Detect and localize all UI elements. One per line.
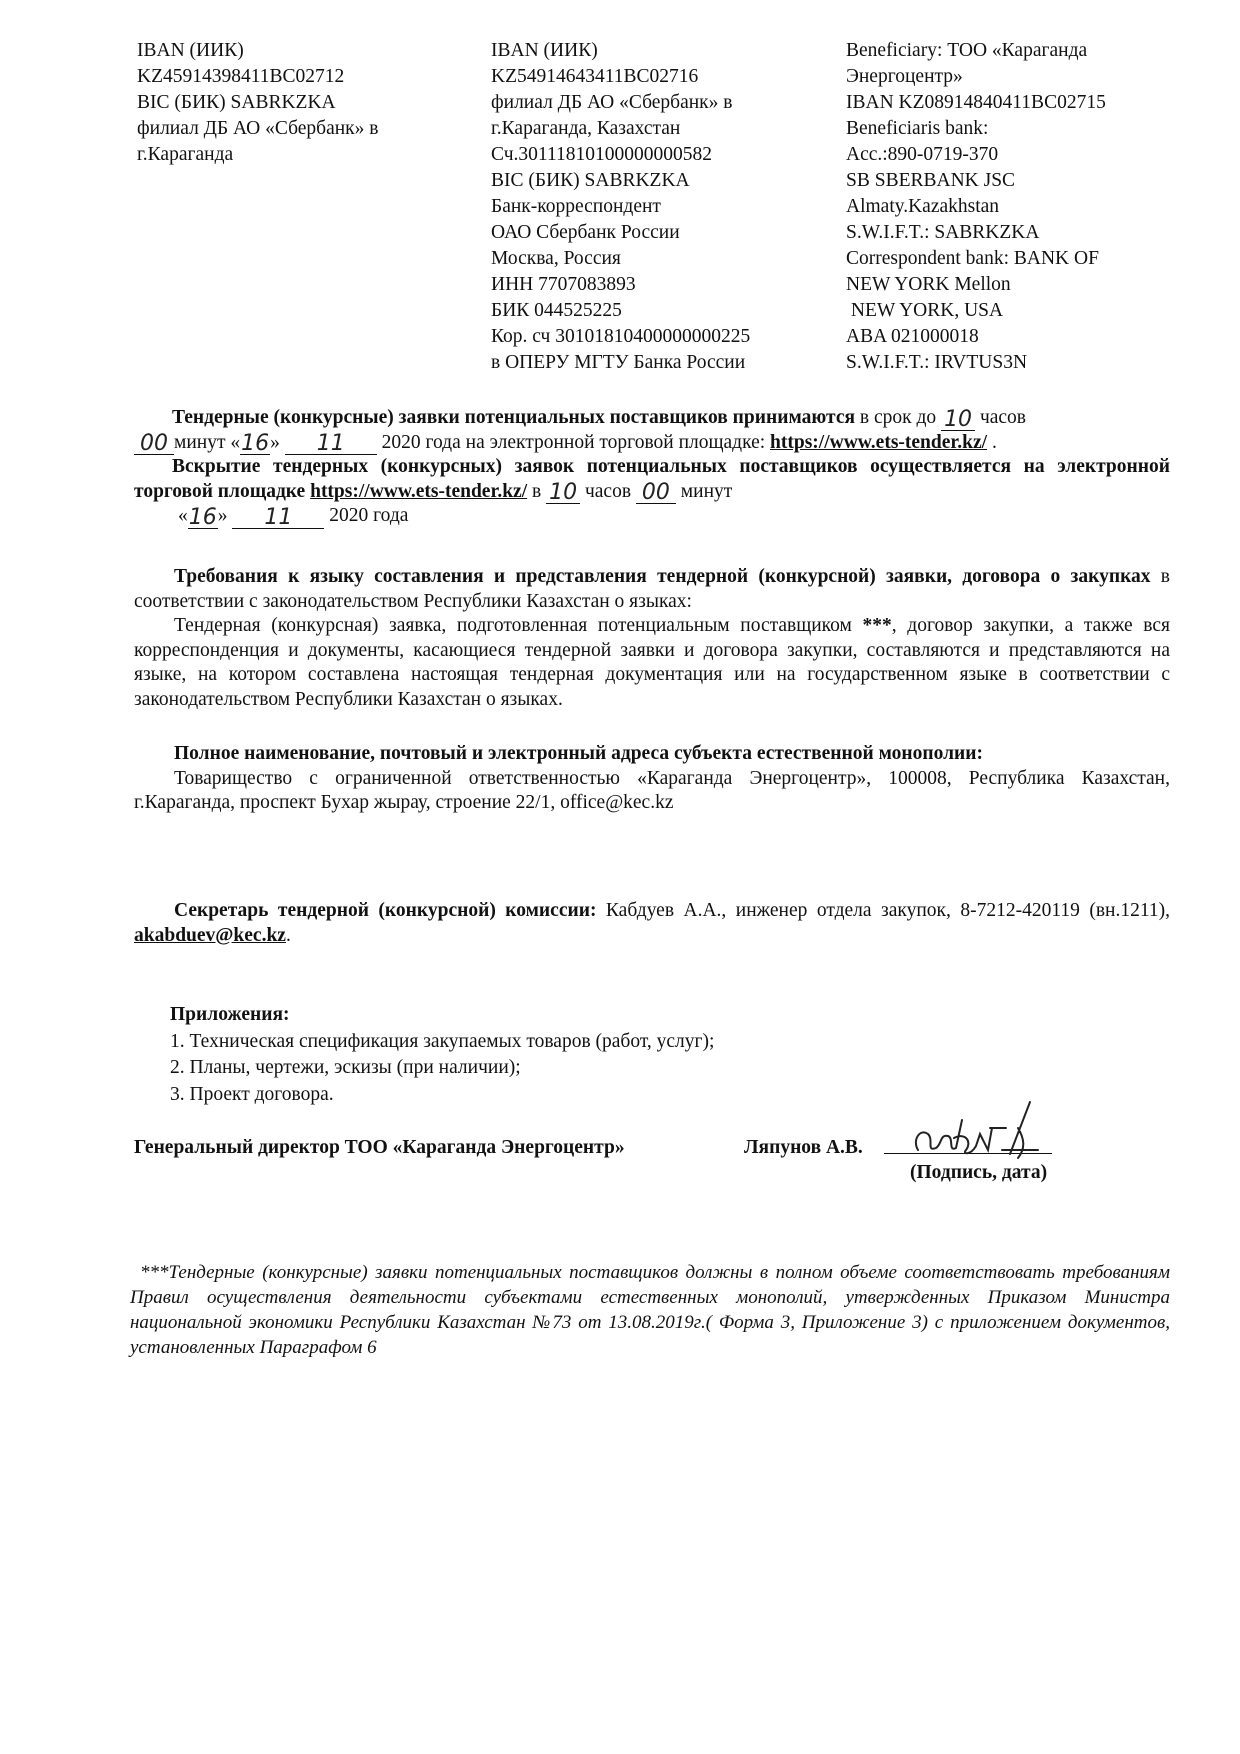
bank-line: ИНН 7707083893 xyxy=(491,274,636,295)
opening-bold-lead: Вскрытие тендерных (конкурсных) заявок потенциальных поставщиков осуществляется на электронной торговой площадке xyxy=(134,456,1170,502)
secretary-section xyxy=(134,899,1170,948)
deadline-bold-lead: Тендерные (конкурсные) заявки потенциальных поставщиков принимаются xyxy=(172,407,856,428)
bank-line: ABA 021000018 xyxy=(846,326,979,347)
bank-line: Correspondent bank: BANK OF xyxy=(846,248,1099,269)
bank-line: г.Караганда, Казахстан xyxy=(491,118,681,139)
opening-text: минут xyxy=(675,480,733,502)
bank-line: Almaty.Kazakhstan xyxy=(846,196,1000,217)
language-heading-bold: Требования к языку составления и представления тендерной (конкурсной) заявки, договора о закупках xyxy=(174,566,1151,587)
deadline-day: 16 xyxy=(241,431,270,456)
bank-line: SB SBERBANK JSC xyxy=(846,170,1016,191)
opening-paragraph xyxy=(134,455,1170,529)
bank-line: Банк-корреспондент xyxy=(491,196,661,217)
bank-line: Сч.30111810100000000582 xyxy=(491,144,712,165)
bank-line: NEW YORK, USA xyxy=(846,300,1004,321)
bank-line: KZ45914398411BC02712 xyxy=(137,66,345,87)
language-paragraph xyxy=(134,614,1170,712)
bank-line: IBAN KZ08914840411BC02715 xyxy=(846,92,1106,113)
bank-line: Beneficiaris bank: xyxy=(846,118,989,139)
bank-line: БИК 044525225 xyxy=(491,300,622,321)
opening-text: в xyxy=(527,480,547,502)
director-position: Генеральный директор ТОО «Караганда Энергоцентр» xyxy=(134,1137,625,1158)
attachment-item: 2. Планы, чертежи, эскизы (при наличии); xyxy=(170,1057,521,1078)
bank-line: Энергоцентр» xyxy=(846,66,963,87)
opening-text: 2020 года xyxy=(324,505,409,526)
bank-details-col-1 xyxy=(137,38,379,168)
deadline-text: часов xyxy=(975,407,1027,428)
opening-text: часов xyxy=(580,480,636,502)
deadline-text: 2020 года на электронной торговой площадке: xyxy=(376,431,771,453)
bank-details-col-3 xyxy=(846,38,1106,376)
opening-month: 11 xyxy=(232,506,324,529)
bank-line: BIC (БИК) SABRKZKA xyxy=(491,170,690,191)
deadline-hours: 10 xyxy=(941,408,975,431)
deadline-text: . xyxy=(987,431,997,453)
bank-details-col-2 xyxy=(491,38,750,376)
address-text: Товарищество с ограниченной ответственностью «Караганда Энергоцентр», 100008, Республика Казахстан, г.Караганда, проспект Бухар жырау, строение 22/1, office@kec.kz xyxy=(134,767,1170,813)
secretary-text: Кабдуев А.А., инженер отдела закупок, 8-7212-420119 (вн.1211), xyxy=(596,900,1170,921)
address-heading: Полное наименование, почтовый и электронный адреса субъекта естественной монополии: xyxy=(174,743,983,764)
bank-line: Кор. сч 30101810400000000225 xyxy=(491,326,751,347)
opening-text: » xyxy=(217,505,233,526)
bank-line: ОАО Сбербанк России xyxy=(491,222,680,243)
bank-line: S.W.I.F.T.: IRVTUS3N xyxy=(846,352,1028,373)
deadline-paragraph xyxy=(134,406,1170,455)
bank-line: в ОПЕРУ МГТУ Банка России xyxy=(491,352,746,373)
bank-line: IBAN (ИИК) xyxy=(137,40,244,61)
attachment-item: 1. Техническая спецификация закупаемых товаров (работ, услуг); xyxy=(170,1030,715,1052)
attachments-heading: Приложения: xyxy=(170,1004,290,1025)
attachments-section xyxy=(170,1003,1070,1107)
director-name: Ляпунов А.В. xyxy=(744,1137,863,1158)
signature-caption: (Подпись, дата) xyxy=(910,1162,1048,1183)
bank-line: филиал ДБ АО «Сбербанк» в xyxy=(137,118,379,139)
bank-line: г.Караганда xyxy=(137,144,234,165)
bank-line: IBAN (ИИК) xyxy=(491,40,598,61)
opening-text: « xyxy=(178,505,188,526)
deadline-minutes: 00 xyxy=(134,432,174,455)
bank-line: Acc.:890-0719-370 xyxy=(846,144,999,165)
opening-day: 16 xyxy=(188,504,217,530)
language-text: Тендерная (конкурсная) заявка, подготовленная потенциальным поставщиком xyxy=(174,615,863,636)
language-heading xyxy=(134,565,1170,614)
bank-line: NEW YORK Mellon xyxy=(846,274,1011,295)
bank-line: BIC (БИК) SABRKZKA xyxy=(137,92,336,113)
deadline-text: в срок до xyxy=(855,407,942,428)
address-section xyxy=(134,742,1170,816)
opening-hours: 10 xyxy=(546,481,580,504)
secretary-email-link[interactable]: akabduev@kec.kz xyxy=(134,924,286,946)
footnote: ***Тендерные (конкурсные) заявки потенциальных поставщиков должны в полном объеме соответствовать требованиям Правил осуществления деятельности субъектами естественных монополий, утвержденных Приказом Министра национальной экономики Республики Казахстан №73 от 13.08.2019г.( Форма 3, Приложение 3) с приложением документов, установленных Параграфом 6 xyxy=(130,1262,1170,1358)
language-heading-tail: в соответствии с законодательством Республики Казахстан о языках: xyxy=(134,566,1170,612)
bank-line: Beneficiary: ТОО «Караганда xyxy=(846,40,1088,61)
attachment-item: 3. Проект договора. xyxy=(170,1083,334,1105)
secretary-label: Секретарь тендерной (конкурсной) комиссии: xyxy=(174,900,597,921)
deadline-month: 11 xyxy=(285,432,377,455)
deadline-platform-link[interactable]: https://www.ets-tender.kz/ xyxy=(770,431,988,453)
bank-line: Москва, Россия xyxy=(491,248,621,269)
language-text: , договор закупки, а также вся корреспонденция и документы, касающиеся тендерной заявки и договора закупки, составляются и представляются на языке, на котором составлена настоящая тендерная документация или на государственном языке в соответствии с законодательством Республики Казахстан о языках. xyxy=(134,615,1170,710)
secretary-end: . xyxy=(285,924,291,946)
language-requirements xyxy=(134,565,1170,712)
opening-platform-link[interactable]: https://www.ets-tender.kz/ xyxy=(310,480,528,502)
footnote-marker: *** xyxy=(862,615,892,636)
bank-line: KZ54914643411BC02716 xyxy=(491,66,699,87)
bank-line: филиал ДБ АО «Сбербанк» в xyxy=(491,92,733,113)
deadline-text: » xyxy=(270,431,285,453)
bank-line: S.W.I.F.T.: SABRKZKA xyxy=(846,222,1040,243)
signature-mark xyxy=(910,1098,1050,1164)
opening-minutes: 00 xyxy=(636,481,676,504)
deadline-text: минут « xyxy=(174,431,241,453)
